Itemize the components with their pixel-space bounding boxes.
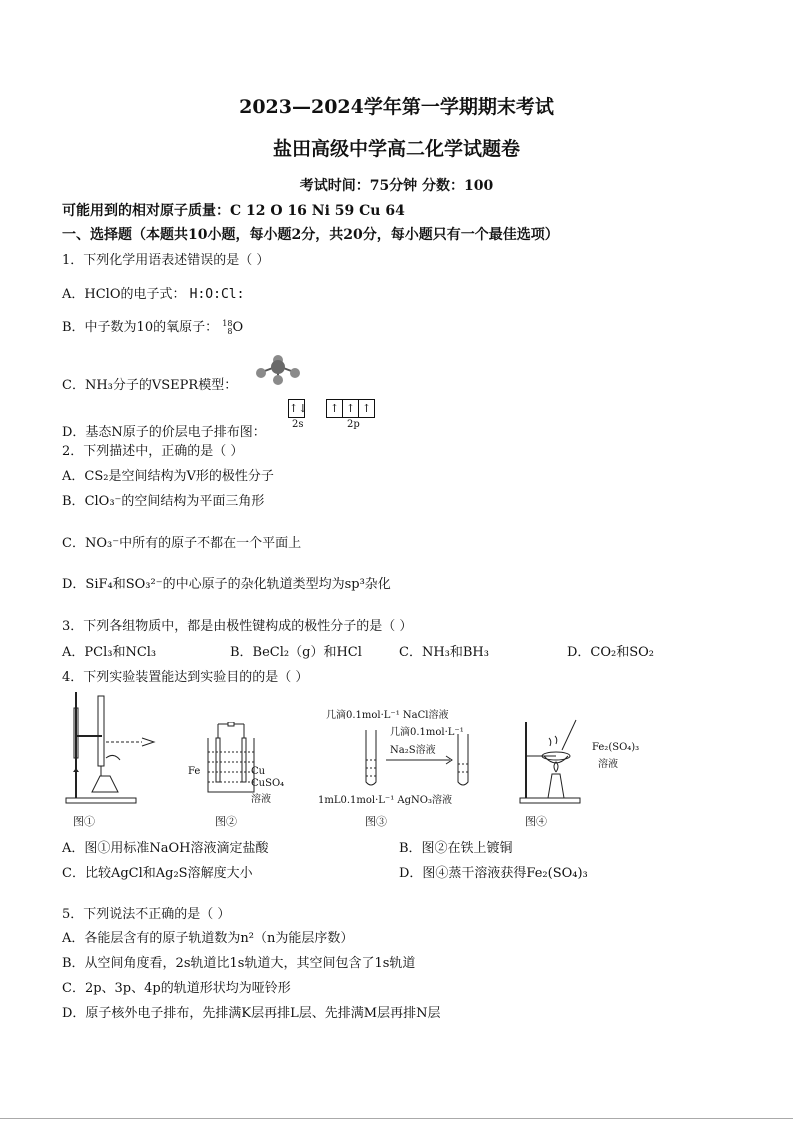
q4-option-d: D．图④蒸干溶液获得Fe₂(SO₄)₃ (399, 866, 588, 881)
page-bottom-divider (0, 1118, 793, 1119)
q2-d-suffix: 的中心原子的杂化轨道类型均为sp³杂化 (162, 577, 391, 592)
q3-stem: 3．下列各组物质中，都是由极性键构成的极性分子的是（ ） (62, 619, 413, 634)
figure4-evaporation-diagram (516, 716, 588, 806)
q1-option-b-text: B．中子数为10的氧原子： (62, 320, 219, 335)
orbital-box-2s: ↑↓ (288, 399, 305, 418)
orbital-2s (288, 397, 308, 418)
q2-option-b (62, 490, 264, 509)
q3-option-c: C．NH₃和BH₃ (399, 645, 489, 660)
label-2p: 2p (347, 419, 360, 430)
oxygen-mass-number: 18 (222, 318, 233, 328)
q2-option-c (62, 532, 301, 551)
q2-c-prefix: C． (62, 536, 85, 551)
oxygen-symbol: O (232, 320, 244, 335)
q2-d-prefix: D．SiF₄和 (62, 577, 126, 592)
q5-option-b: B．从空间角度看，2s轨道比1s轨道大，其空间包含了1s轨道 (62, 956, 416, 971)
q4-stem: 4．下列实验装置能达到实验目的的是（ ） (62, 670, 309, 685)
orbital-2p (326, 397, 375, 418)
chlorate-ion: ClO₃⁻ (84, 494, 122, 509)
q2-stem: 2．下列描述中，正确的是（ ） (62, 444, 244, 459)
hclo-electron-formula: H:O:Cl: (189, 287, 245, 302)
exam-subtitle: 盐田高级中学高二化学试题卷 (272, 138, 520, 160)
figure3-top-label1: 几滴0.1mol·L⁻¹ NaCl溶液 (326, 710, 449, 721)
section1-title: 一、选择题（本题共10小题，每小题2分，共20分，每小题只有一个最佳选项） (62, 227, 559, 243)
q5-option-c: C．2p、3p、4p的轨道形状均为哑铃形 (62, 981, 291, 996)
figure2-fe-label: Fe (188, 766, 201, 777)
label-2s: 2s (292, 419, 304, 430)
exam-title: 2023—2024学年第一学期期末考试 (239, 96, 554, 118)
q3-option-b: B．BeCl₂（g）和HCl (230, 645, 362, 660)
orbital-box-2p-1: ↑ (326, 399, 343, 418)
sulfite-ion: SO₃²⁻ (125, 577, 163, 592)
q1-option-c: C．NH₃分子的VSEPR模型： (62, 378, 238, 393)
figure4-fe2so43-label: Fe₂(SO₄)₃ (592, 742, 640, 753)
q5-option-a: A．各能层含有的原子轨道数为n²（n为能层序数） (62, 931, 354, 946)
figure2-cu-label: Cu (251, 766, 266, 777)
figure3-caption: 图③ (365, 815, 387, 828)
q4-option-b: B．图②在铁上镀铜 (399, 841, 513, 856)
q5-stem: 5．下列说法不正确的是（ ） (62, 907, 231, 922)
oxygen-atomic-number: 8 (227, 326, 233, 336)
q5-option-d: D．原子核外电子排布，先排满K层再排L层、先排满M层再排N层 (62, 1006, 441, 1021)
nitrate-ion: NO₃⁻ (84, 536, 120, 551)
figure3-bottom-label: 1mL0.1mol·L⁻¹ AgNO₃溶液 (318, 795, 452, 806)
q2-b-prefix: B． (62, 494, 85, 509)
q2-c-suffix: 中所有的原子不都在一个平面上 (119, 536, 302, 551)
vsepr-model-icon (250, 354, 306, 386)
q1-option-a (62, 283, 244, 302)
figure3-top-label2: 几滴0.1mol·L⁻¹ (390, 727, 464, 738)
q2-option-d (62, 573, 391, 592)
figure2-electroplating-diagram (204, 722, 258, 802)
figure1-caption: 图① (73, 815, 95, 828)
q4-option-a: A．图①用标准NaOH溶液滴定盐酸 (62, 841, 269, 856)
figure4-caption: 图④ (525, 815, 547, 828)
q1-option-a-text: A．HClO的电子式： (62, 287, 186, 302)
q4-option-c: C．比较AgCl和Ag₂S溶解度大小 (62, 866, 253, 881)
figure4-solution-label: 溶液 (598, 759, 618, 770)
q2-option-a: A．CS₂是空间结构为V形的极性分子 (62, 469, 274, 484)
figure3-na2s-label: Na₂S溶液 (390, 745, 436, 756)
q2-b-suffix: 的空间结构为平面三角形 (121, 494, 265, 509)
q1-stem: 1．下列化学用语表述错误的是（ ） (62, 253, 270, 268)
atomic-mass-line: 可能用到的相对原子质量：C 12 O 16 Ni 59 Cu 64 (62, 203, 405, 219)
exam-info: 考试时间：75分钟 分数：100 (299, 178, 494, 194)
q3-option-a: A．PCl₃和NCl₃ (62, 645, 157, 660)
figure2-solution-label: 溶液 (251, 794, 271, 805)
orbital-box-2p-2: ↑ (343, 399, 359, 418)
figure2-caption: 图② (215, 815, 237, 828)
q3-option-d: D．CO₂和SO₂ (567, 645, 655, 660)
figure1-titration-diagram (62, 688, 170, 806)
q1-option-d: D．基态N原子的价层电子排布图： (62, 425, 266, 440)
figure2-cuso4-label: CuSO₄ (251, 778, 285, 789)
q1-option-b (62, 316, 243, 336)
orbital-box-2p-3: ↑ (359, 399, 375, 418)
figure3-test-tubes-diagram (360, 720, 480, 790)
